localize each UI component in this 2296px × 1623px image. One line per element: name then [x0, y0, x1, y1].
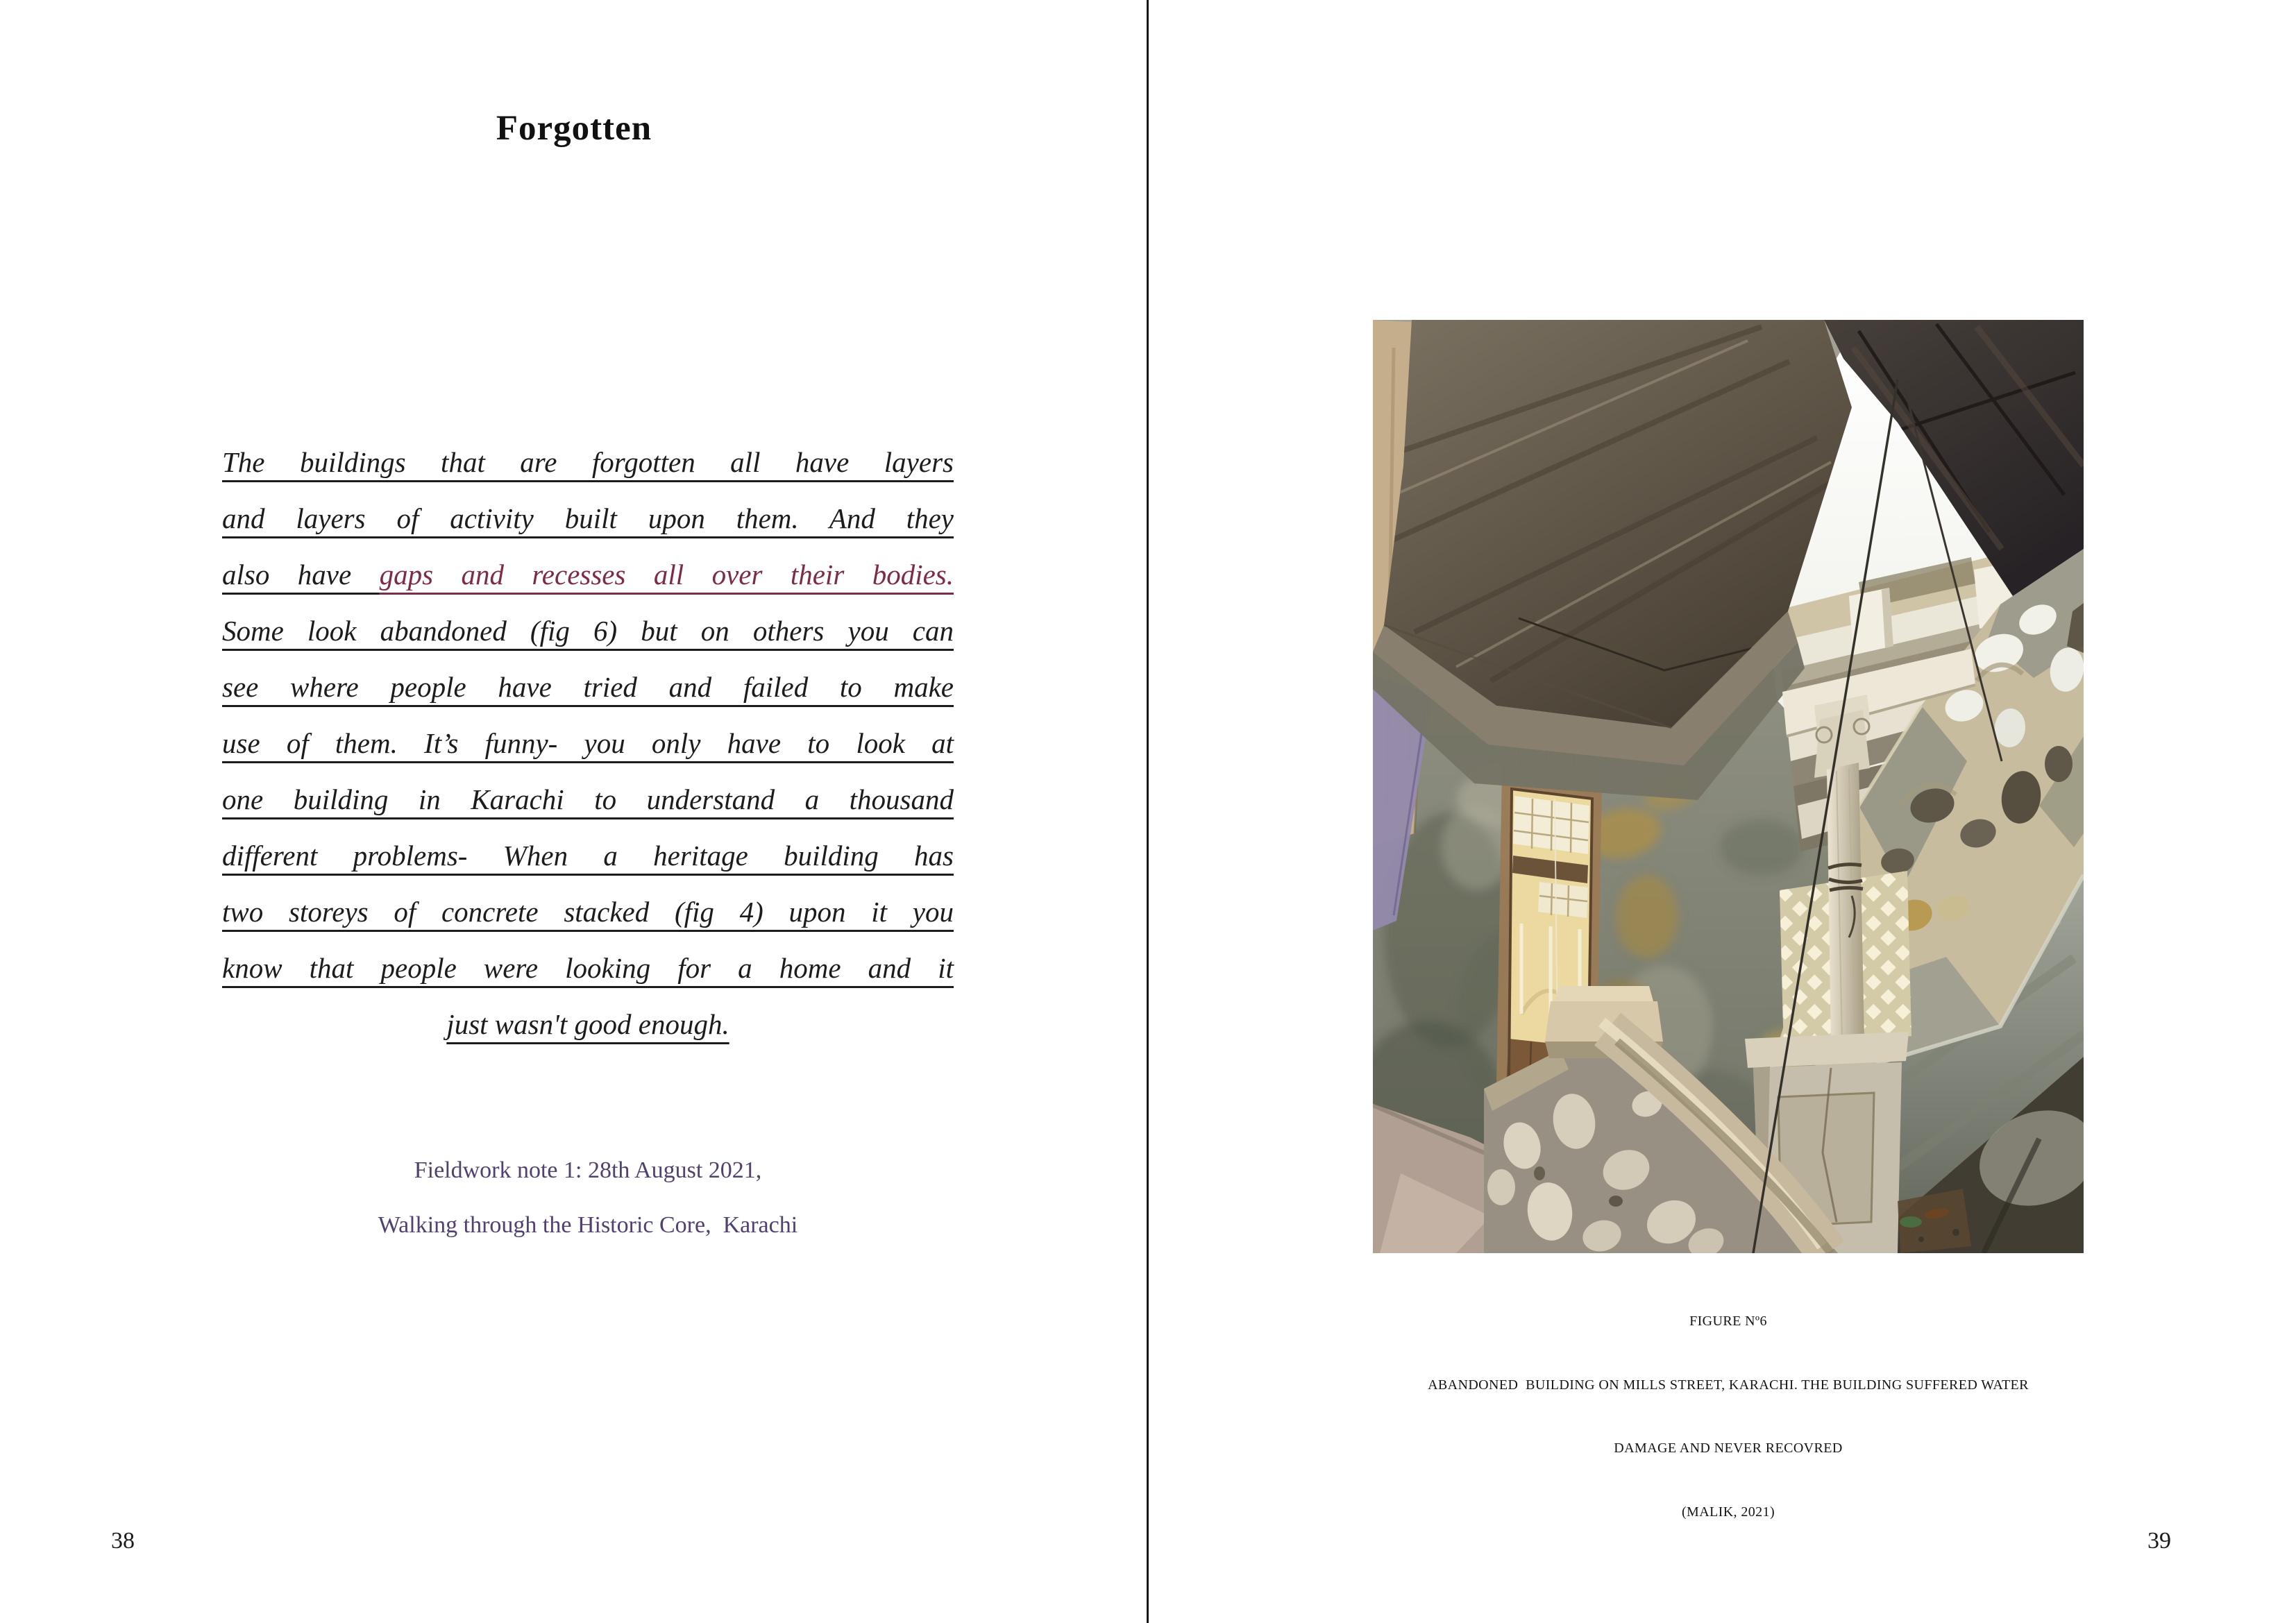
fieldnote-paragraph — [222, 434, 954, 1053]
caption-line-credit: (MALIK, 2021) — [1681, 1504, 1775, 1520]
paragraph-line: just wasn't good enough. — [446, 1008, 729, 1040]
fieldwork-note-line-1: Fieldwork note 1: 28th August 2021, — [414, 1157, 762, 1183]
caption-line-description-1: ABANDONED BUILDING ON MILLS STREET, KARACHI. THE BUILDING SUFFERED WATER — [1428, 1377, 2029, 1393]
paragraph-line: see where people have tried and failed to make — [222, 671, 954, 703]
caption-line-description-2: DAMAGE AND NEVER RECOVRED — [1614, 1441, 1843, 1456]
figure-caption — [1373, 1268, 2084, 1565]
accent-phrase: gaps and recesses all over their bodies. — [379, 559, 954, 590]
paragraph-line: different problems- When a heritage building has — [222, 840, 954, 872]
paragraph-line: also have gaps and recesses all over their bodies. — [222, 559, 954, 590]
page-number-right: 39 — [2147, 1528, 2171, 1554]
paragraph-line: and layers of activity built upon them. And they — [222, 502, 954, 534]
figure-photo — [1373, 320, 2084, 1253]
page-number-left: 38 — [111, 1528, 135, 1554]
caption-line-figure-number: FIGURE Nº6 — [1689, 1314, 1767, 1329]
paragraph-line: one building in Karachi to understand a thousand — [222, 783, 954, 815]
figure-6 — [1373, 320, 2084, 1565]
paragraph-line: The buildings that are forgotten all have layers — [222, 446, 954, 478]
fieldwork-note-line-2: Walking through the Historic Core, Karachi — [378, 1212, 798, 1238]
paragraph-line: use of them. It’s funny- you only have to look at — [222, 727, 954, 759]
paragraph-line: two storeys of concrete stacked (fig 4) upon it you — [222, 896, 954, 928]
paragraph-line: know that people were looking for a home and it — [222, 952, 954, 984]
page-title: Forgotten — [496, 109, 652, 148]
page-divider — [1147, 0, 1149, 1623]
paragraph-line: Some look abandoned (fig 6) but on others you can — [222, 615, 954, 647]
